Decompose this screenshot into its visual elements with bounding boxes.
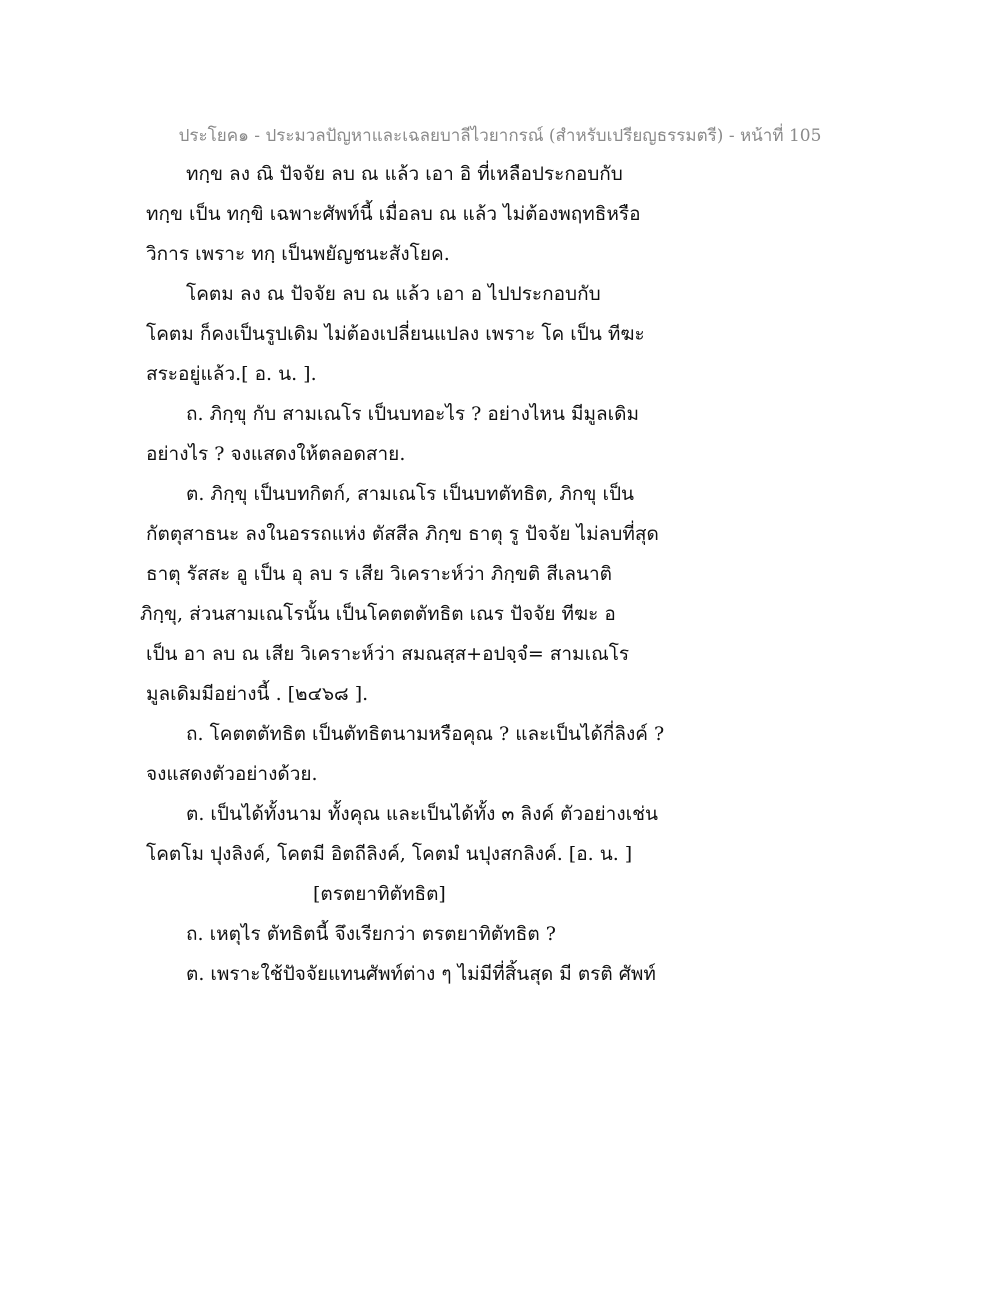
text-line: วิการ เพราะ ทกฺ เป็นพยัญชนะสังโยค. — [146, 243, 450, 265]
section-heading: [ตรตยาทิตัทธิต] — [313, 883, 446, 905]
page-header: ประโยค๑ - ประมวลปัญหาและเฉลยบาลีไวยากรณ์ (สำหรับเปรียญธรรมตรี) - หน้าที่ 105 — [178, 126, 822, 146]
text-line: มูลเดิมมีอย่างนี้ . [๒๔๖๘ ]. — [146, 683, 369, 705]
text-line: โคตม ก็คงเป็นรูปเดิม ไม่ต้องเปลี่ยนแปลง เพราะ โค เป็น ทีฆะ — [146, 323, 645, 345]
text-line: ต. เป็นได้ทั้งนาม ทั้งคุณ และเป็นได้ทั้ง ๓ ลิงค์ ตัวอย่างเช่น — [186, 803, 659, 825]
text-line: โคตโม ปุงลิงค์, โคตมี อิตถีลิงค์, โคตมํ นปุงสกลิงค์. [อ. น. ] — [146, 843, 633, 865]
text-line: ต. เพราะใช้ปัจจัยแทนศัพท์ต่าง ๆ ไม่มีที่สิ้นสุด มี ตรติ ศัพท์ — [186, 963, 656, 985]
text-line: อย่างไร ? จงแสดงให้ตลอดสาย. — [146, 443, 406, 465]
text-line: กัตตุสาธนะ ลงในอรรถแห่ง ตัสสีล ภิกฺข ธาตุ รู ปัจจัย ไม่ลบที่สุด — [146, 523, 659, 545]
text-line: ธาตุ รัสสะ อู เป็น อุ ลบ ร เสีย วิเคราะห์ว่า ภิกฺขติ สีเลนาติ — [146, 563, 613, 585]
text-line: โคตม ลง ณ ปัจจัย ลบ ณ แล้ว เอา อ ไปประกอบกับ — [186, 283, 601, 305]
text-line: ถ. ภิกฺขุ กับ สามเณโร เป็นบทอะไร ? อย่างไหน มีมูลเดิม — [186, 403, 640, 425]
text-line: ต. ภิกฺขุ เป็นบทกิตก์, สามเณโร เป็นบทตัทธิต, ภิกขุ เป็น — [186, 483, 634, 505]
text-line: ทกฺข ลง ณิ ปัจจัย ลบ ณ แล้ว เอา อิ ที่เหลือประกอบกับ — [186, 163, 623, 185]
text-line: จงแสดงตัวอย่างด้วย. — [146, 763, 318, 785]
text-line: ภิกฺขุ, ส่วนสามเณโรนั้น เป็นโคตตตัทธิต เณร ปัจจัย ทีฆะ อ — [140, 603, 616, 625]
text-line: สระอยู่แล้ว.[ อ. น. ]. — [146, 363, 317, 385]
text-line: เป็น อา ลบ ณ เสีย วิเคราะห์ว่า สมณสฺส+อปจฺจํ= สามเณโร — [146, 643, 630, 665]
text-line: ทกฺข เป็น ทกฺขิ เฉพาะศัพท์นี้ เมื่อลบ ณ แล้ว ไม่ต้องพฤทธิหรือ — [146, 203, 641, 225]
text-line: ถ. โคตตตัทธิต เป็นตัทธิตนามหรือคุณ ? และเป็นได้กี่ลิงค์ ? — [186, 723, 665, 745]
text-line: ถ. เหตุไร ตัทธิตนี้ จึงเรียกว่า ตรตยาทิตัทธิต ? — [186, 923, 556, 945]
